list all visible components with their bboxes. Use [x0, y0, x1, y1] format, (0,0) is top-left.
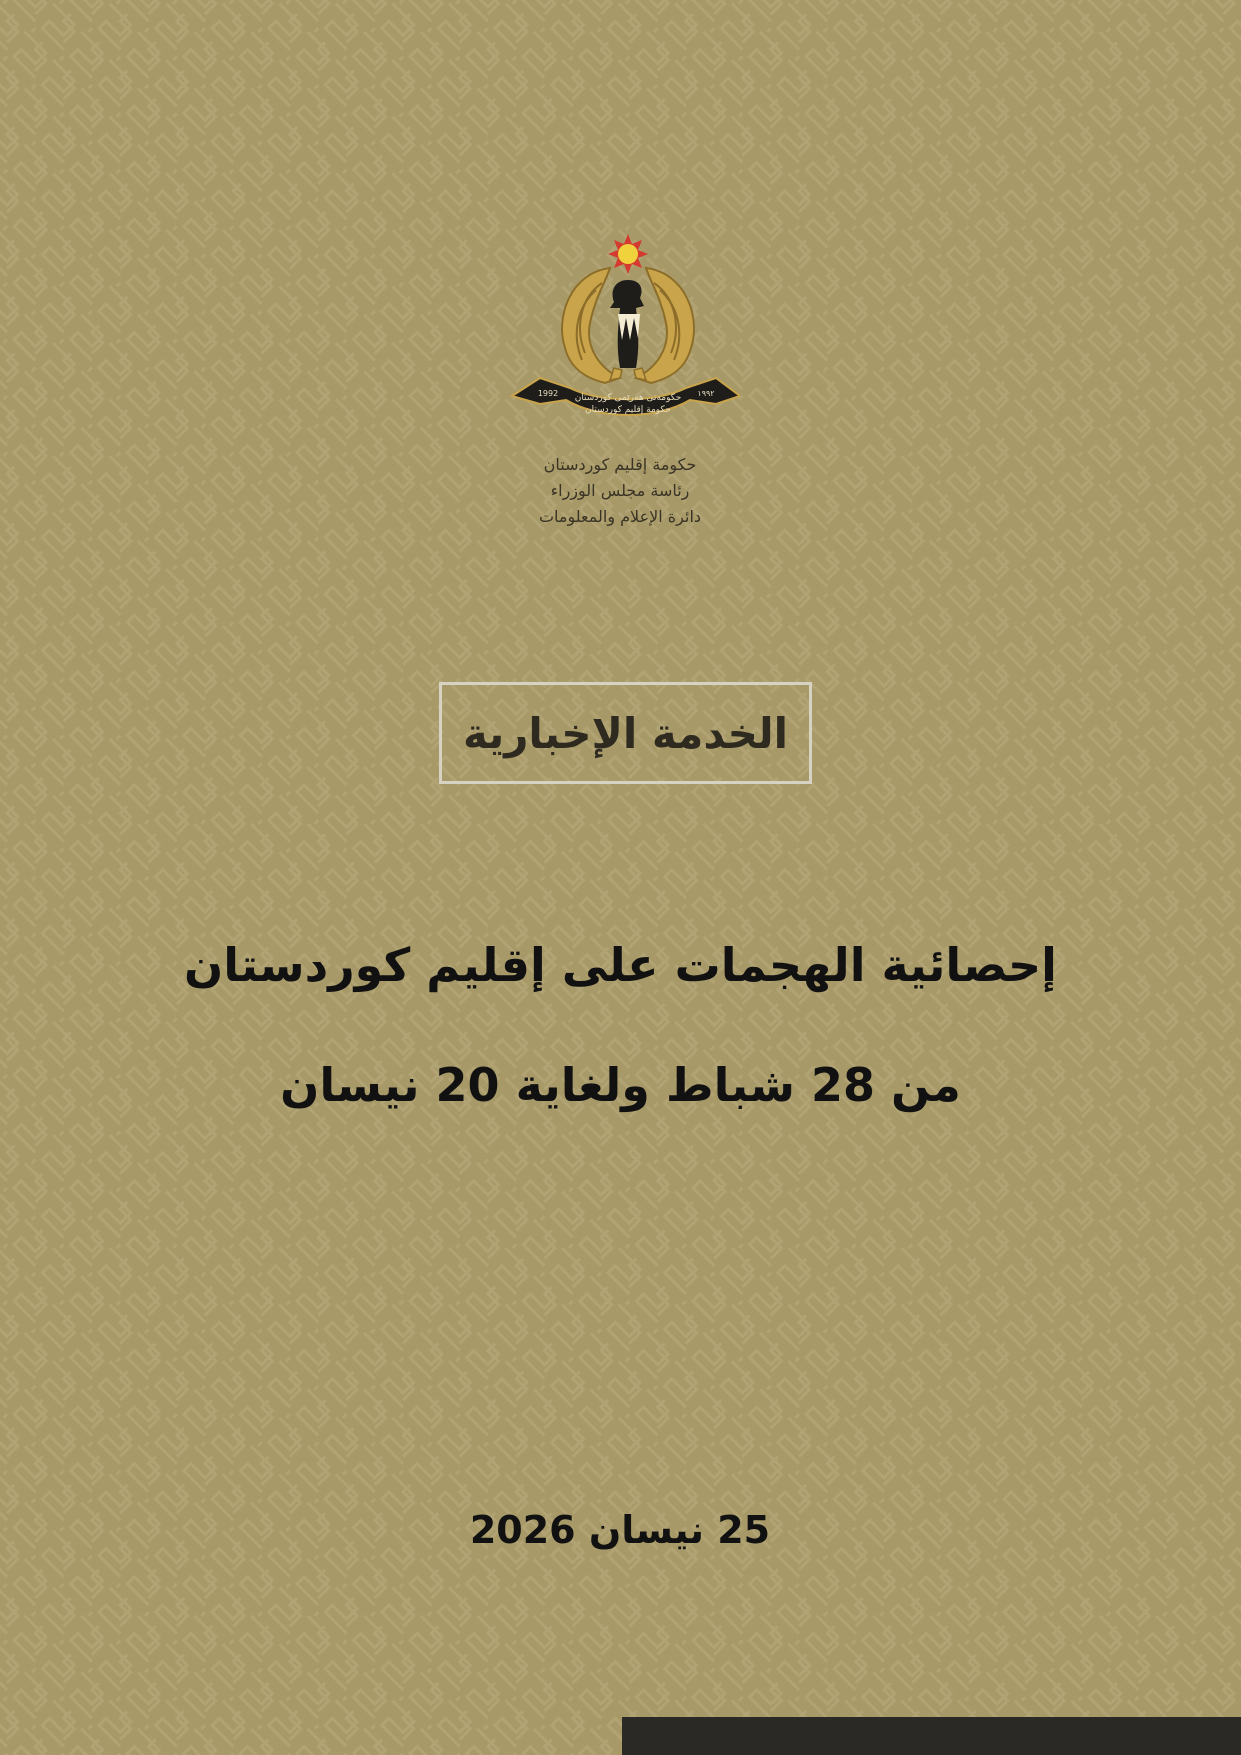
report-title-line-1: إحصائية الهجمات على إقليم كوردستان — [184, 938, 1057, 992]
organization-line-council: رئاسة مجلس الوزراء — [550, 481, 690, 500]
report-date: 25 نيسان 2026 — [469, 1508, 771, 1552]
organization-line-media-department: دائرة الإعلام والمعلومات — [538, 507, 702, 526]
svg-text:١٩٩٢: ١٩٩٢ — [697, 389, 715, 398]
government-emblem — [510, 228, 740, 443]
svg-text:حكومة إقليم كوردستان: حكومة إقليم كوردستان — [585, 405, 671, 415]
kurdistan-eagle-emblem-icon — [510, 228, 740, 443]
organization-block — [470, 452, 770, 530]
emblem-banner — [512, 378, 740, 415]
sun-icon — [608, 234, 648, 274]
news-service-label-box — [439, 682, 812, 784]
news-service-label: الخدمة الإخبارية — [462, 708, 789, 758]
svg-text:1992: 1992 — [537, 389, 559, 398]
report-title-line-2: من 28 شباط ولغاية 20 نيسان — [280, 1058, 961, 1112]
footer-bar — [622, 1717, 1241, 1755]
organization-line-government: حكومة إقليم كوردستان — [543, 455, 697, 474]
svg-text:حکومەتی هەرێمی کوردستان: حکومەتی هەرێمی کوردستان — [574, 393, 682, 403]
